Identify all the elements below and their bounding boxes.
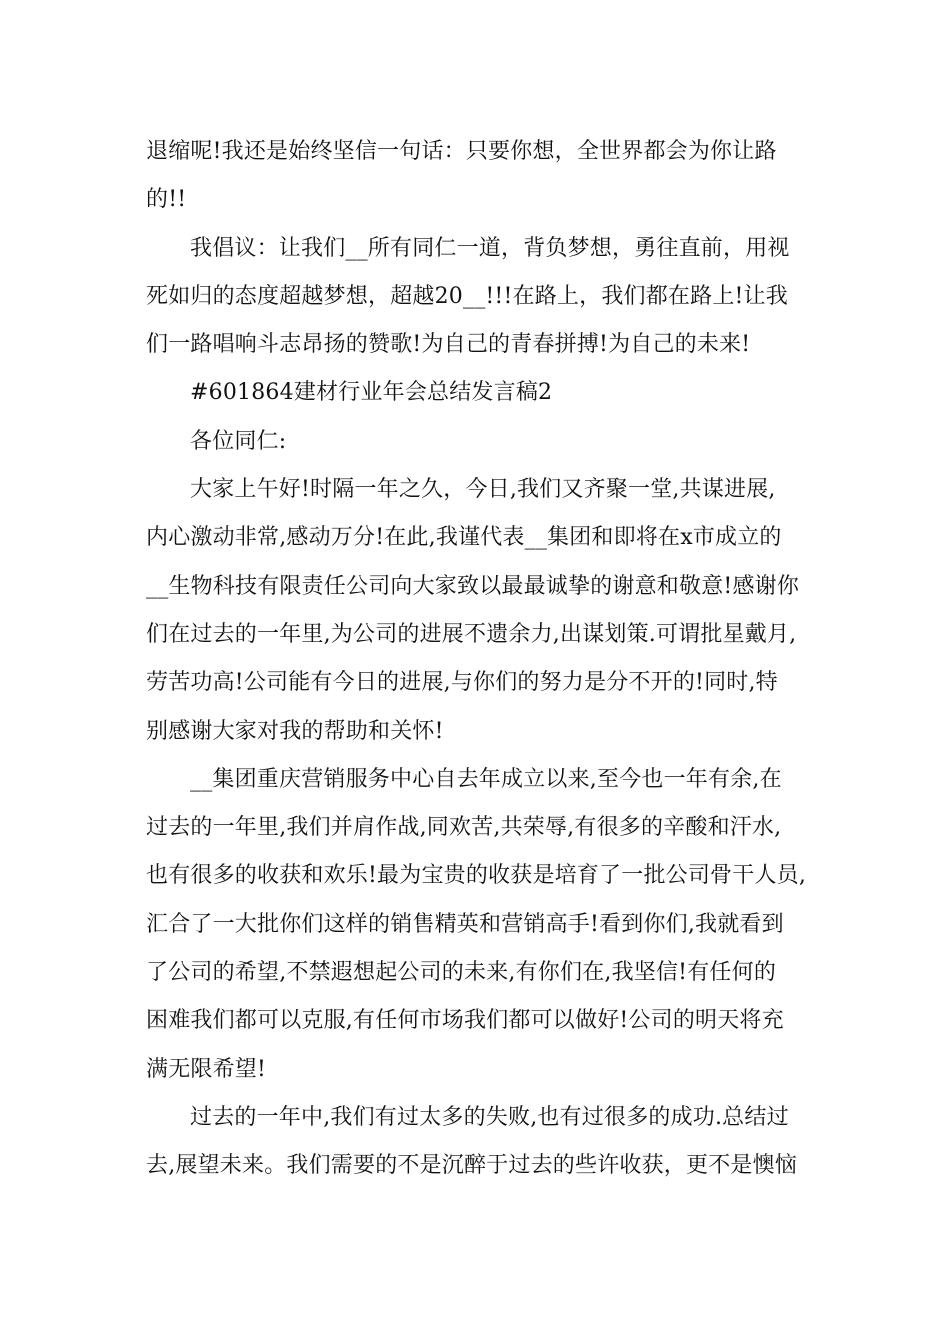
text-line: 困难我们都可以克服,有任何市场我们都可以做好!公司的明天将充 bbox=[146, 1008, 784, 1034]
document-body bbox=[146, 128, 816, 1191]
text-line: 各位同仁: bbox=[190, 428, 287, 454]
text-line: 过去的一年中,我们有过太多的失败,也有过很多的成功.总结过 bbox=[190, 1104, 789, 1130]
text-line: __集团重庆营销服务中心自去年成立以来,至今也一年有余,在 bbox=[190, 766, 782, 792]
text-line: #601864建材行业年会总结发言稿2 bbox=[190, 380, 553, 406]
text-line: 去,展望未来。我们需要的不是沉醉于过去的些许收获，更不是懊恼 bbox=[146, 1153, 797, 1179]
text-line: 我倡议：让我们__所有同仁一道，背负梦想，勇往直前，用视 bbox=[190, 235, 790, 261]
text-line: 别感谢大家对我的帮助和关怀! bbox=[146, 718, 444, 744]
text-line: 大家上午好!时隔一年之久，今日,我们又齐聚一堂,共谋进展, bbox=[190, 477, 776, 503]
text-line: 退缩呢!我还是始终坚信一句话：只要你想，全世界都会为你让路 bbox=[146, 139, 777, 164]
text-line: 汇合了一大批你们这样的销售精英和营销高手!看到你们,我就看到 bbox=[146, 911, 784, 937]
text-line: 们一路唱响斗志昂扬的赞歌!为自己的青春拼搏!为自己的未来! bbox=[146, 332, 751, 358]
text-line: 了公司的希望,不禁遐想起公司的未来,有你们在,我坚信!有任何的 bbox=[146, 960, 777, 986]
text-line: 也有很多的收获和欢乐!最为宝贵的收获是培育了一批公司骨干人员, bbox=[146, 863, 807, 889]
text-line: 死如归的态度超越梦想，超越20__!!!在路上，我们都在路上!让我 bbox=[146, 283, 788, 309]
text-line: 满无限希望! bbox=[146, 1056, 267, 1082]
text-line: __生物科技有限责任公司向大家致以最最诚挚的谢意和敬意!感谢你 bbox=[146, 573, 800, 599]
text-line: 过去的一年里,我们并肩作战,同欢苦,共荣辱,有很多的辛酸和汗水, bbox=[146, 815, 782, 841]
text-line: 的!! bbox=[146, 187, 187, 213]
text-line: 劳苦功高!公司能有今日的进展,与你们的努力是分不开的!同时,特 bbox=[146, 670, 778, 696]
text-line: 内心激动非常,感动万分!在此,我谨代表__集团和即将在x市成立的 bbox=[146, 525, 782, 551]
text-line: 们在过去的一年里,为公司的进展不遗余力,出谋划策.可谓批星戴月, bbox=[146, 621, 797, 647]
